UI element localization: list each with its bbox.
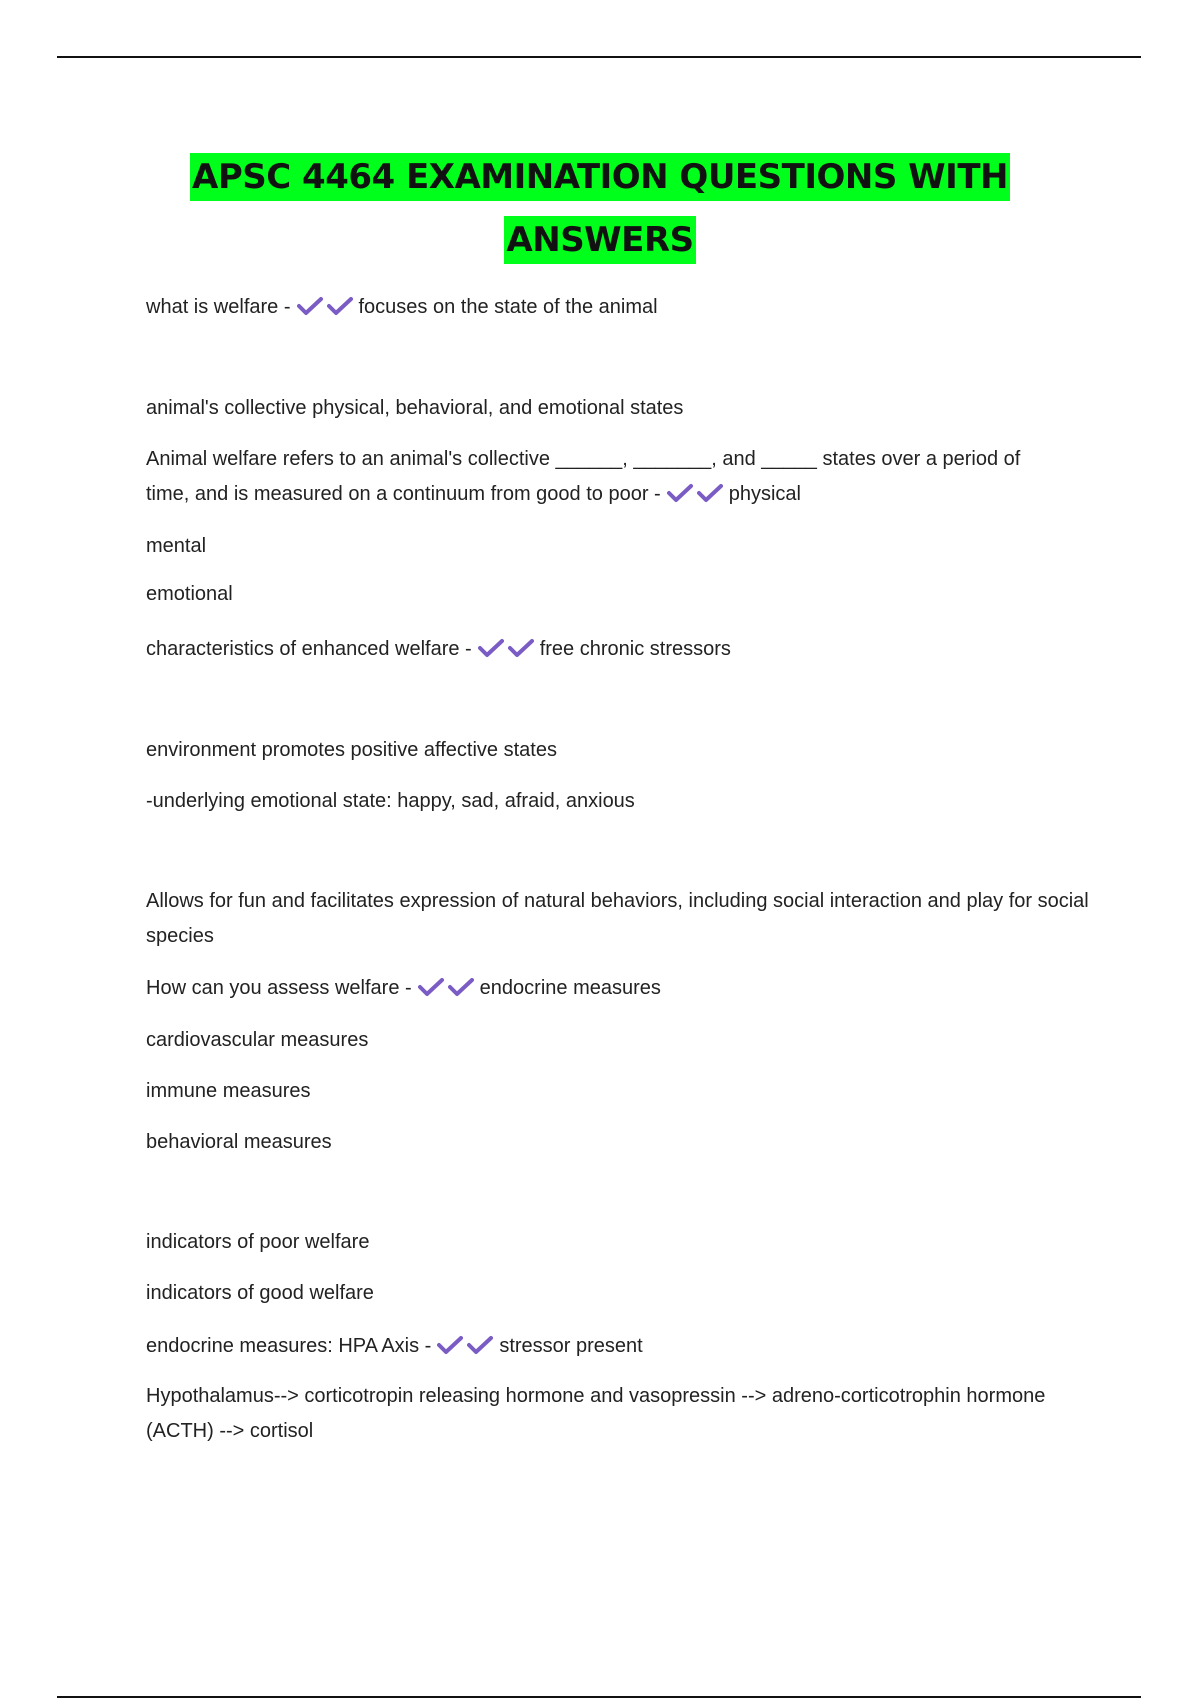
text-line: mental	[146, 535, 207, 557]
question-text: Animal welfare refers to an animal's collective ______, _______, and _____ states over a period of	[146, 448, 1021, 470]
answer-text: free chronic stressors	[539, 638, 731, 660]
text-line: -underlying emotional state: happy, sad, afraid, anxious	[146, 790, 635, 812]
checkmark-icon	[508, 638, 534, 658]
qa-item	[146, 442, 1096, 477]
answer-marker	[437, 1329, 497, 1364]
text-line: Allows for fun and facilitates expression of natural behaviors, including social interaction and play for social species	[146, 890, 1089, 947]
checkmark-icon	[418, 977, 444, 997]
qa-item	[146, 290, 1096, 325]
title-line-2: ANSWERS	[504, 216, 695, 264]
text-line: indicators of good welfare	[146, 1282, 374, 1304]
text-line: environment promotes positive affective states	[146, 739, 557, 761]
text-line: indicators of poor welfare	[146, 1231, 370, 1253]
answer-text: endocrine measures	[479, 977, 661, 999]
checkmark-icon	[448, 977, 474, 997]
checkmark-icon	[697, 483, 723, 503]
qa-item-continuation	[146, 477, 1096, 512]
question-text: characteristics of enhanced welfare -	[146, 638, 472, 660]
checkmark-icon	[478, 638, 504, 658]
question-text: endocrine measures: HPA Axis -	[146, 1335, 432, 1357]
answer-text: stressor present	[499, 1335, 643, 1357]
text-line: Hypothalamus--> corticotropin releasing hormone and vasopressin --> adreno-corticotrophin hormone (ACTH) --> cortisol	[146, 1385, 1046, 1442]
text-line: animal's collective physical, behavioral, and emotional states	[146, 397, 684, 419]
bottom-rule	[57, 1696, 1141, 1698]
checkmark-icon	[667, 483, 693, 503]
answer-marker	[478, 632, 538, 667]
qa-item	[146, 632, 1096, 667]
qa-item	[146, 1329, 1096, 1364]
text-line: emotional	[146, 583, 233, 605]
text-line: behavioral measures	[146, 1131, 332, 1153]
top-rule	[57, 56, 1141, 58]
checkmark-icon	[297, 296, 323, 316]
title-line-1: APSC 4464 EXAMINATION QUESTIONS WITH	[190, 153, 1010, 201]
checkmark-icon	[327, 296, 353, 316]
answer-marker	[667, 477, 727, 512]
checkmark-icon	[437, 1335, 463, 1355]
answer-marker	[297, 290, 357, 325]
answer-marker	[418, 971, 478, 1006]
checkmark-icon	[467, 1335, 493, 1355]
text-line: immune measures	[146, 1080, 311, 1102]
question-text: what is welfare -	[146, 296, 291, 318]
text-line: cardiovascular measures	[146, 1029, 369, 1051]
question-text: How can you assess welfare -	[146, 977, 412, 999]
qa-item	[146, 971, 1096, 1006]
answer-text: physical	[728, 483, 801, 505]
answer-text: focuses on the state of the animal	[358, 296, 658, 318]
question-text: time, and is measured on a continuum from good to poor -	[146, 483, 661, 505]
document-title	[0, 146, 1200, 272]
